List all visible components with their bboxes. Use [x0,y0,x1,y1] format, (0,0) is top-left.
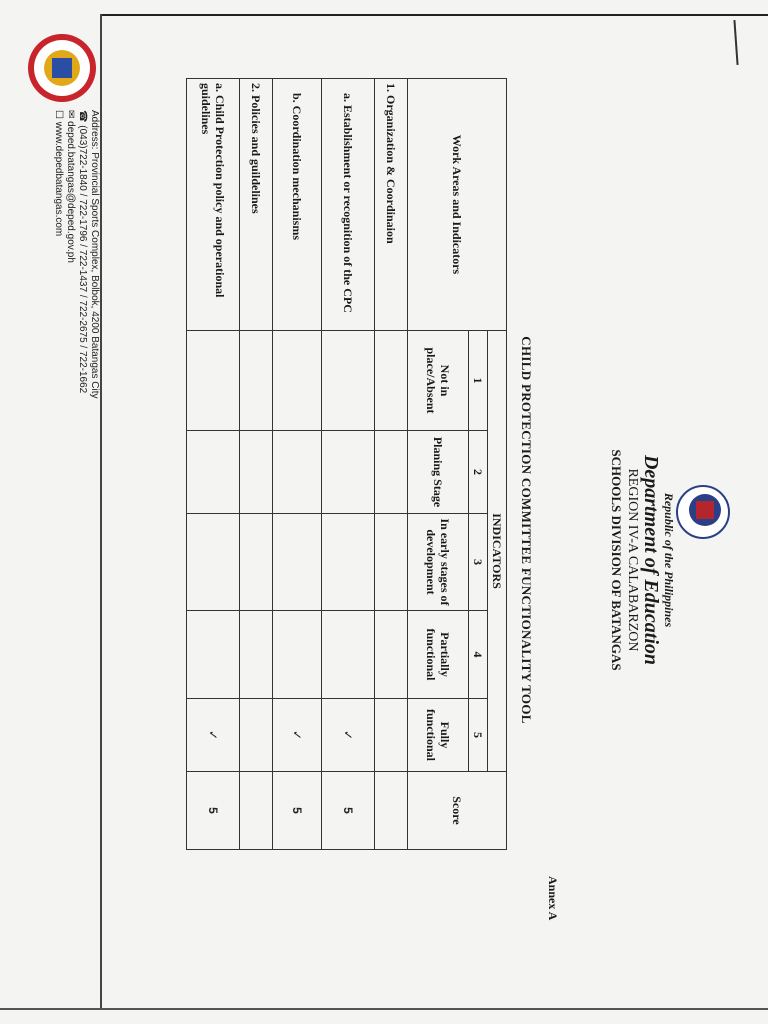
checkmark [375,699,408,772]
work-area-label: 1. Organization & Coordinaion [375,79,408,331]
work-area-label: a. Establishment or recognition of the CPC [322,79,375,331]
work-area-label: b. Coordination mechanisms [273,79,322,331]
email-line [64,110,76,510]
level-number: 4 [469,611,488,699]
score-value [375,772,408,850]
checkmark: ✓ [187,699,240,772]
score-value: 5 [187,772,240,850]
table-row [187,79,240,850]
indicators-header: INDICATORS [488,331,507,772]
score-value [240,772,273,850]
level-label: In early stages of development [408,514,469,611]
work-areas-header: Work Areas and Indicators [408,79,507,331]
phone-line [76,110,88,510]
checkmark [240,699,273,772]
table-row [240,79,273,850]
table-row [322,79,375,850]
functionality-table [186,78,507,850]
email-address: deped.batangas@deped.gov.ph [65,121,76,263]
sdo-batangas-logo-icon [28,34,96,102]
republic-line: Republic of the Philippines [662,492,676,628]
level-number: 5 [469,699,488,772]
email-icon: ✉ [65,110,76,119]
level-number: 3 [469,514,488,611]
table-row [375,79,408,850]
level-number: 2 [469,431,488,514]
checkmark: ✓ [322,699,375,772]
level-label: Planing Stage [408,431,469,514]
level-label: Partially functional [408,611,469,699]
phone-icon: ☎ [77,110,88,123]
work-area-label: a. Child Protection policy and operational guidelines [187,79,240,331]
website-url: www.depedbatangas.com [53,121,64,237]
department-name: Department of Education [640,454,662,665]
level-label: Not in place/Absent [408,331,469,431]
letterhead [608,430,676,690]
address-line: Address: Provincial Sports Complex, Bolbok, 4200 Batangas City [89,110,100,399]
website-line [52,110,64,510]
phone-numbers: (043)722-1840 / 722-1796 / 722-1437 / 722-2675 / 722-1662 [77,125,88,394]
score-value: 5 [273,772,322,850]
annex-label: Annex A [546,876,560,921]
work-area-label: 2. Policies and guildelines [240,79,273,331]
score-value: 5 [322,772,375,850]
level-number: 1 [469,331,488,431]
division-line: SCHOOLS DIVISION OF BATANGAS [609,449,624,671]
region-line: REGION IV-A CALABARZON [625,468,640,652]
table-row [273,79,322,850]
deped-seal-icon [676,485,730,539]
score-header: Score [408,772,507,850]
contact-footer [52,110,100,510]
document-title: CHILD PROTECTION COMMITTEE FUNCTIONALITY TOOL [519,336,534,724]
level-label: Fully functional [408,699,469,772]
checkmark: ✓ [273,699,322,772]
web-icon: ☐ [53,110,64,119]
